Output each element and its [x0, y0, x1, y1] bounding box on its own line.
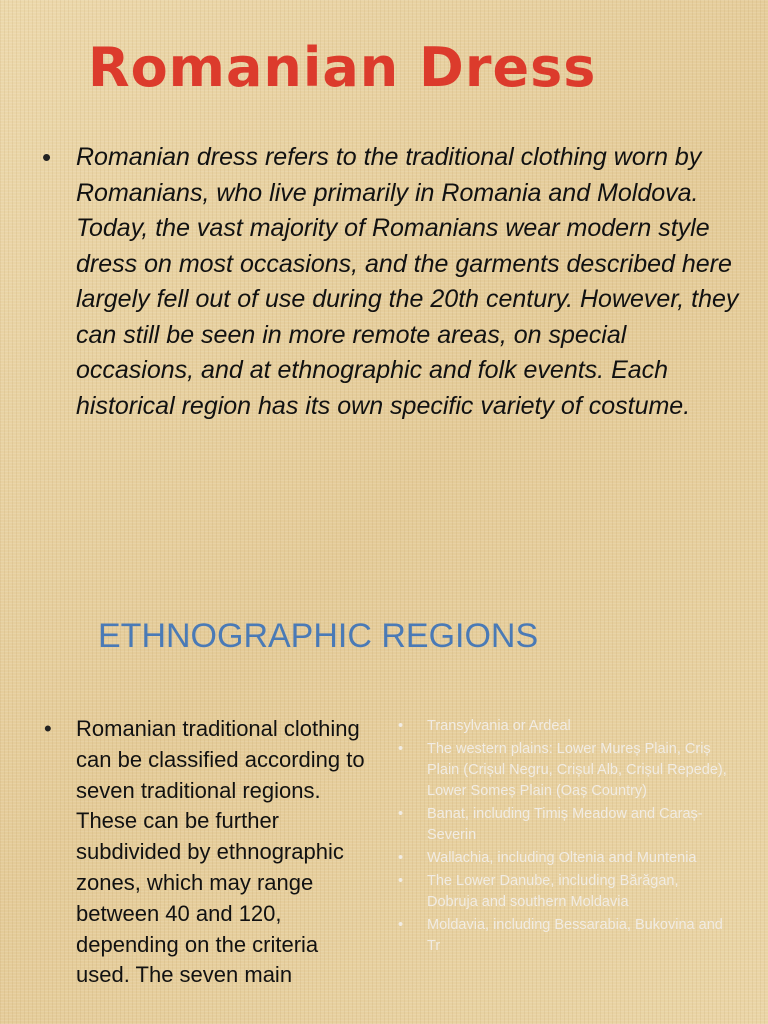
region-item-label: Banat, including Timiș Meadow and Caraș-Severin [427, 806, 703, 843]
region-list [398, 716, 728, 959]
bullet-dot: • [398, 917, 404, 933]
region-item-label: The western plains: Lower Mureș Plain, Criș Plain (Crișul Negru, Crișul Alb, Crișul Repede), Lower Someș Plain (Oaș Country) [427, 741, 727, 799]
bullet-dot: • [398, 873, 404, 889]
region-item [398, 739, 728, 802]
bullet-dot: • [398, 850, 404, 866]
region-item [398, 871, 728, 913]
intro-text: Romanian dress refers to the traditional clothing worn by Romanians, who live primarily in Romania and Moldova. Today, the vast majority of Romanians wear modern style dress on most occasions, and the garments described here largely fell out of use during the 20th century. However, they can still be seen in more remote areas, on special occasions, and at ethnographic and folk events. Each historical region has its own specific variety of costume. [76, 143, 739, 420]
intro-bullet [42, 140, 742, 424]
region-item-label: The Lower Danube, including Bărăgan, Dobruja and southern Moldavia [427, 873, 679, 910]
slide-title: Romanian Dress [88, 36, 597, 99]
region-item [398, 848, 728, 869]
region-item-label: Transylvania or Ardeal [427, 718, 571, 734]
region-item [398, 804, 728, 846]
bullet-dot: • [398, 718, 404, 734]
section-heading: ETHNOGRAPHIC REGIONS [98, 617, 539, 655]
region-item [398, 716, 728, 737]
bullet-dot: • [44, 716, 52, 741]
bullet-dot: • [398, 806, 404, 822]
classification-text: Romanian traditional clothing can be classified according to seven traditional regions. These can be further subdivided by ethnographic zones, which may range between 40 and 120, depending on the criteria used. The seven main [76, 716, 365, 988]
classification-bullet [44, 714, 374, 991]
bullet-dot: • [398, 741, 404, 757]
region-item-label: Wallachia, including Oltenia and Muntenia [427, 850, 697, 866]
region-item-label: Moldavia, including Bessarabia, Bukovina and Tr [427, 917, 723, 954]
bullet-dot: • [42, 142, 52, 172]
region-item [398, 915, 728, 957]
